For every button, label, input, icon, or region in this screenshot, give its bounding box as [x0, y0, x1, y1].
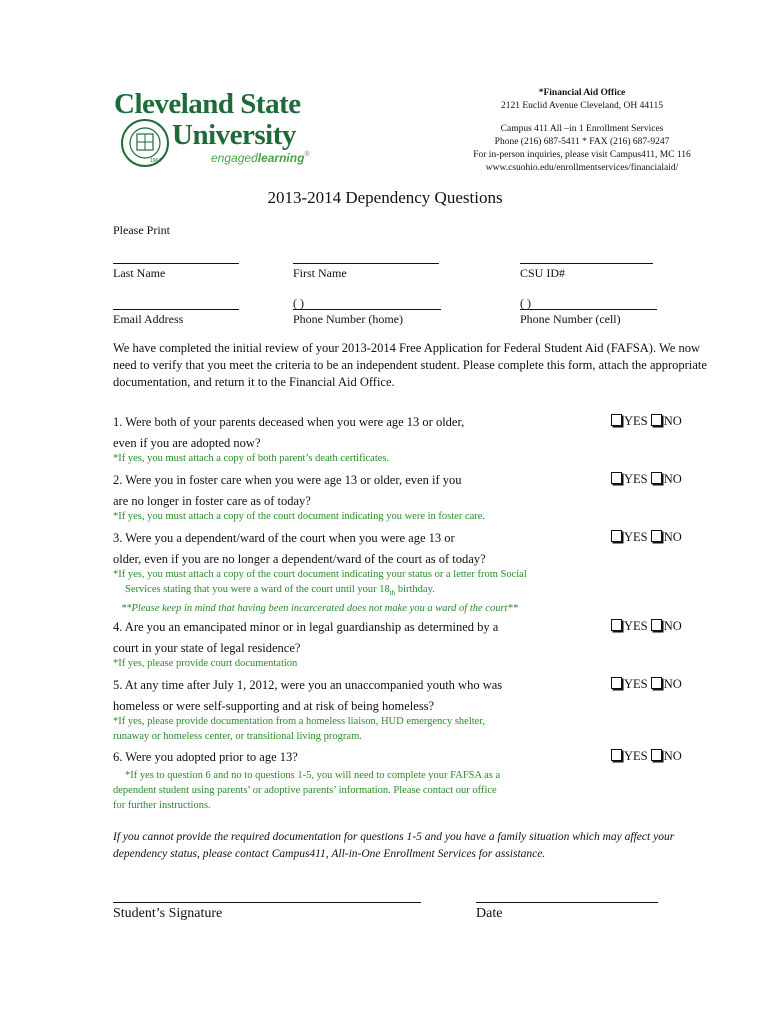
answer-6 [611, 749, 682, 764]
question-4 [113, 617, 583, 659]
university-logo [112, 88, 362, 168]
answer-3 [611, 530, 682, 545]
phone-cell-label: Phone Number (cell) [520, 312, 621, 326]
note-line: *If yes, please provide documentation from a homeless liaison, HUD emergency shelter, [113, 716, 486, 727]
answer-2 [611, 472, 682, 487]
no-checkbox[interactable]: NO [651, 530, 682, 544]
answer-1 [611, 414, 682, 429]
note-3 [113, 567, 527, 616]
please-print: Please Print [113, 223, 170, 237]
question-5 [113, 675, 583, 717]
question-2 [113, 470, 583, 512]
last-name-field[interactable] [113, 263, 239, 264]
yes-checkbox[interactable]: YES [611, 414, 648, 428]
logo-tagline [211, 151, 310, 165]
answer-4 [611, 619, 682, 634]
yes-checkbox[interactable]: YES [611, 677, 648, 691]
last-name-label: Last Name [113, 266, 166, 280]
office-name: *Financial Aid Office [538, 88, 626, 98]
office-address: 2121 Euclid Avenue Cleveland, OH 44115 [501, 101, 663, 111]
first-name-label: First Name [293, 266, 347, 280]
question-6 [113, 747, 583, 768]
date-label: Date [476, 906, 503, 921]
office-phone: Phone (216) 687-5411 * FAX (216) 687-9247 [494, 137, 670, 147]
no-checkbox[interactable]: NO [651, 619, 682, 633]
question-3 [113, 528, 583, 570]
seal-icon [120, 118, 170, 168]
note-2: *If yes, you must attach a copy of the court document indicating you were in foster care. [113, 511, 486, 522]
question-text: 1. Were both of your parents deceased when you were age 13 or older, [113, 415, 465, 429]
question-text: homeless or were self-supporting and at risk of being homeless? [113, 699, 435, 713]
tagline-b: learning [257, 151, 305, 165]
note-5 [113, 714, 485, 744]
seal-year: 1964 [150, 158, 162, 164]
note-6 [113, 768, 500, 813]
office-url[interactable]: www.csuohio.edu/enrollmentservices/financialaid/ [485, 163, 679, 173]
no-checkbox[interactable]: NO [651, 677, 682, 691]
question-text: 4. Are you an emancipated minor or in legal guardianship as determined by a [113, 620, 499, 634]
phone-home-field[interactable] [293, 309, 441, 310]
no-checkbox[interactable]: NO [651, 414, 682, 428]
question-text: 3. Were you a dependent/ward of the court when you were age 13 or [113, 531, 455, 545]
yes-checkbox[interactable]: YES [611, 619, 648, 633]
no-checkbox[interactable]: NO [651, 472, 682, 486]
page-title: 2013-2014 Dependency Questions [267, 188, 503, 207]
question-text: 6. Were you adopted prior to age 13? [113, 750, 298, 764]
no-checkbox[interactable]: NO [651, 749, 682, 763]
note-4: *If yes, please provide court documentation [113, 658, 298, 669]
office-campus: Campus 411 All –in 1 Enrollment Services [500, 124, 664, 134]
yes-checkbox[interactable]: YES [611, 530, 648, 544]
date-field[interactable] [476, 902, 658, 903]
note-line: runaway or homeless center, or transitional living program. [113, 731, 362, 742]
question-text: are no longer in foster care as of today? [113, 494, 311, 508]
tagline-mark: ® [304, 151, 310, 158]
email-field[interactable] [113, 309, 239, 310]
email-label: Email Address [113, 312, 184, 326]
intro-paragraph: We have completed the initial review of your 2013-2014 Free Application for Federal Student Aid (FAFSA). We now need to verify that you meet the criteria to be an independent student. Please complete this form, attach the appropriate documentation, and return it to the Financial Aid Office. [113, 341, 707, 389]
office-info [467, 87, 697, 175]
home-area-code: ( ) [293, 296, 304, 310]
phone-cell-field[interactable] [520, 309, 657, 310]
question-text: 5. At any time after July 1, 2012, were you an unaccompanied youth who was [113, 678, 503, 692]
first-name-field[interactable] [293, 263, 439, 264]
csu-id-label: CSU ID# [520, 266, 566, 280]
signature-field[interactable] [113, 902, 421, 903]
note-1: *If yes, you must attach a copy of both parent’s death certificates. [113, 453, 390, 464]
tagline-a: engaged [211, 151, 258, 165]
answer-5 [611, 677, 682, 692]
question-text: even if you are adopted now? [113, 436, 261, 450]
office-inperson: For in-person inquiries, please visit Campus411, MC 116 [473, 150, 691, 160]
logo-line-1: Cleveland State [114, 88, 301, 120]
signature-label: Student’s Signature [113, 906, 223, 921]
csu-id-field[interactable] [520, 263, 653, 264]
question-text: older, even if you are no longer a dependent/ward of the court as of today? [113, 552, 486, 566]
closing-paragraph: If you cannot provide the required documentation for questions 1-5 and you have a family situation which may affect your dependency status, please contact Campus411, All-in-One Enrollment Services for assistance. [113, 831, 675, 860]
note-line: *If yes, you must attach a copy of the court document indicating your status or a letter from Social [113, 569, 527, 580]
note-line: dependent student using parents’ or adoptive parents’ information. Please contact our office [113, 785, 497, 796]
cell-area-code: ( ) [520, 296, 531, 310]
yes-checkbox[interactable]: YES [611, 749, 648, 763]
question-text: court in your state of legal residence? [113, 641, 301, 655]
logo-line-2: University [172, 119, 296, 151]
question-text: 2. Were you in foster care when you were age 13 or older, even if you [113, 473, 462, 487]
phone-home-label: Phone Number (home) [293, 312, 403, 326]
note-line: Services stating that you were a ward of the court until your $18_{th}$ birthday. [125, 584, 435, 598]
note-line: for further instructions. [113, 800, 211, 811]
yes-checkbox[interactable]: YES [611, 472, 648, 486]
note-line: *If yes to question 6 and no to questions 1-5, you will need to complete your FAFSA as a [125, 770, 501, 781]
question-1 [113, 412, 583, 454]
note-line: **Please keep in mind that having been incarcerated does not make you a ward of the court** [121, 603, 518, 615]
